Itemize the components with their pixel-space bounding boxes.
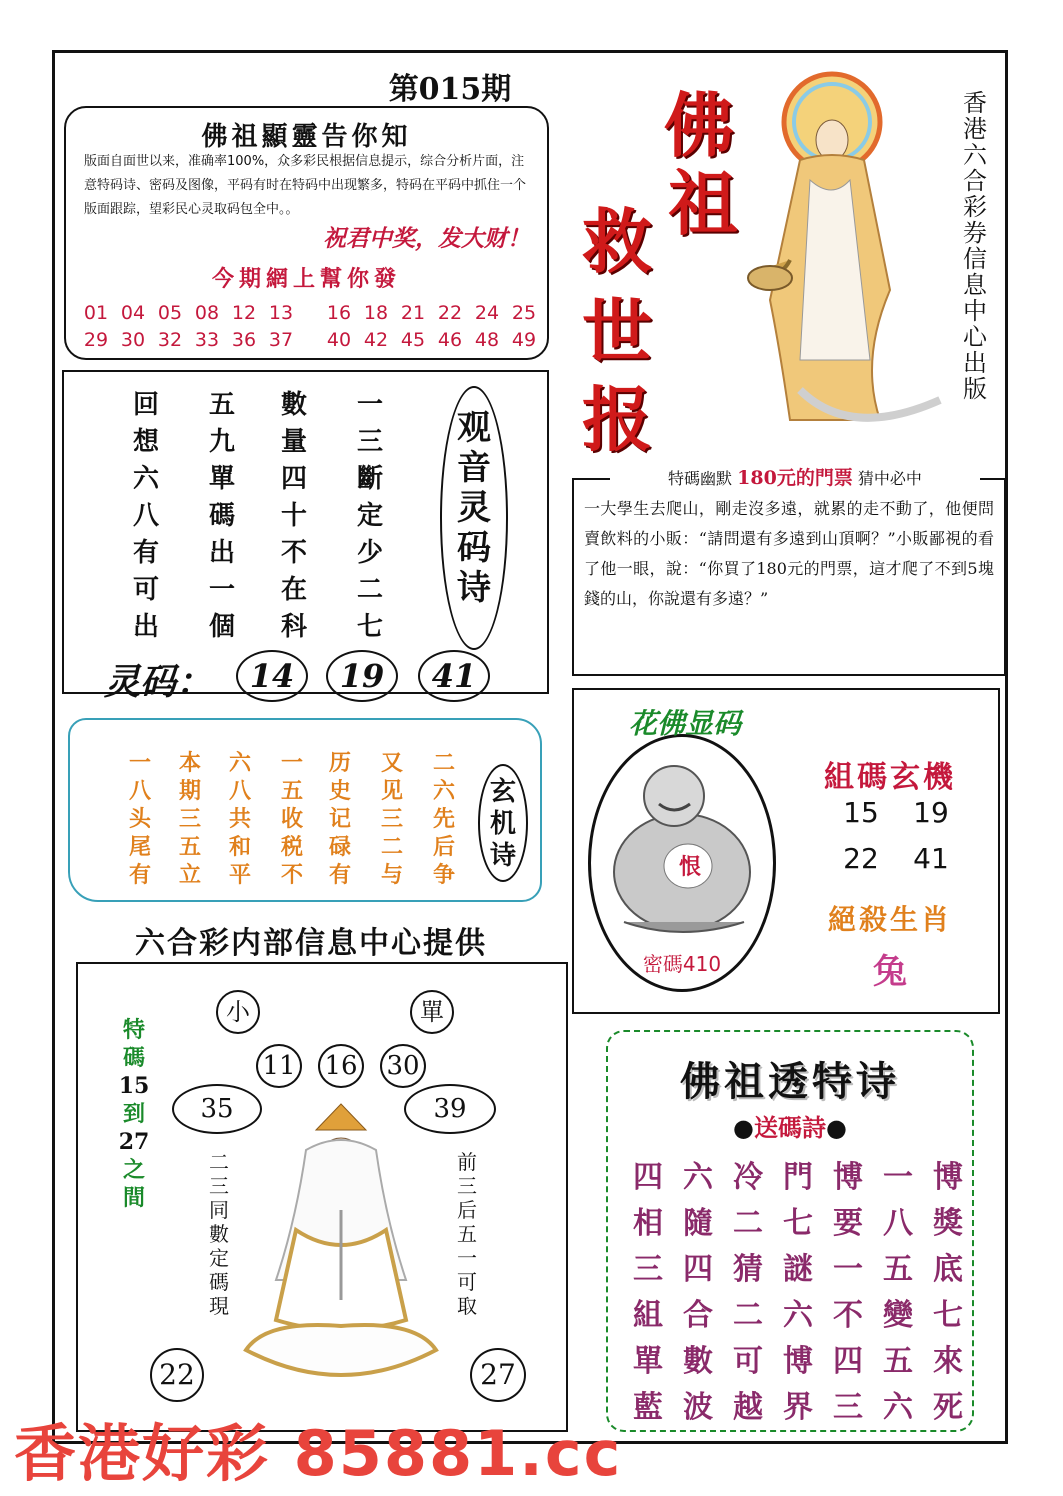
- notice-slogan: 祝君中奖，发大财！: [323, 225, 530, 252]
- notice-body: 版面自面世以来，准确率100%，众多彩民根据信息提示，综合分析片面，注意特码诗、密码及图像，平码有时在特码中出现繁多，特码在平码中抓住一个版面跟踪，望彩民心灵取码包全中。。: [84, 154, 527, 217]
- xuanji-char: 一: [280, 750, 303, 776]
- xuanji-char: 收: [280, 806, 303, 832]
- fotou-char: 越: [733, 1390, 763, 1425]
- poem-char: 一: [208, 575, 235, 605]
- lottery-number: 21: [400, 302, 426, 324]
- lottery-number: 04: [120, 302, 146, 324]
- masthead-char: 报: [582, 378, 652, 461]
- lottery-number: 45: [400, 329, 426, 351]
- caption-char: 前: [457, 1150, 477, 1174]
- poem-title-char: 观: [457, 408, 491, 448]
- fotou-char: 要: [833, 1206, 863, 1241]
- xuanji-char: 后: [432, 834, 455, 860]
- xuanji-title-char: 玄: [489, 777, 516, 807]
- fotou-char: 七: [783, 1206, 813, 1241]
- lottery-number: 49: [511, 329, 537, 351]
- poem-char: 少: [356, 538, 383, 568]
- joke-text: 一大學生去爬山，剛走沒多遠，就累的走不動了，他便問賣飲料的小販：“請問還有多遠到山頂啊？”小販鄙視的看了他一眼，說：“你買了180元的門票，這才爬了不到5塊錢的山，你說還有多遠？”: [584, 499, 994, 608]
- publisher-char: 合: [963, 167, 987, 195]
- lingma-label: 灵码：: [104, 661, 213, 703]
- xuanji-char: 期: [178, 778, 201, 804]
- caption-char: 數: [209, 1222, 229, 1246]
- xuanji-char: 和: [228, 834, 251, 860]
- publisher-char: 出: [963, 349, 987, 377]
- fotou-char: 六: [683, 1160, 713, 1195]
- fotou-char: 門: [783, 1160, 813, 1195]
- fotou-char: 猜: [733, 1252, 763, 1287]
- lottery-number: 22: [437, 302, 463, 324]
- xuanji-char: 一: [128, 750, 151, 776]
- fotou-char: 博: [783, 1344, 813, 1379]
- caption-char: 后: [457, 1198, 477, 1222]
- tema-range-text: [112, 1016, 156, 1212]
- publisher-char: 香: [963, 89, 987, 117]
- lottery-number: 25: [511, 302, 537, 324]
- lottery-number: 33: [194, 329, 220, 351]
- number-circle: 27: [470, 1348, 526, 1402]
- fotou-char: 來: [933, 1344, 963, 1379]
- xuanji-char: 二: [432, 750, 455, 776]
- xuanji-char: 先: [432, 806, 455, 832]
- issue-number: 第015期: [388, 72, 512, 107]
- caption-char: 碼: [209, 1270, 229, 1294]
- poem-char: 碼: [208, 501, 235, 531]
- fotou-char: 一: [833, 1252, 863, 1287]
- masthead-char: 祖: [668, 162, 738, 245]
- xuanji-char: 争: [432, 862, 455, 888]
- xuanji-title-char: 诗: [489, 841, 516, 871]
- zuma-number: 15: [843, 796, 879, 829]
- fotou-char: 博: [933, 1160, 963, 1195]
- poem-char: 一: [356, 390, 383, 420]
- bullet-icon: ●: [733, 1113, 754, 1142]
- lottery-number: 30: [120, 329, 146, 351]
- xuanji-char: 三: [178, 806, 201, 832]
- lingma-number: 19: [326, 650, 398, 702]
- caption-char: 定: [209, 1246, 229, 1270]
- lottery-number: 36: [231, 329, 257, 351]
- zuma-title: 組碼玄機: [824, 760, 956, 795]
- fotou-char: 組: [633, 1298, 663, 1333]
- lingma-number: 14: [236, 650, 308, 702]
- guanyin-standing-image: [740, 60, 950, 438]
- size-circle: 小: [216, 990, 260, 1034]
- fotou-char: 可: [733, 1344, 763, 1379]
- number-circle: 11: [256, 1044, 302, 1088]
- poem-title-char: 码: [457, 528, 491, 568]
- xuanji-char: 二: [380, 834, 403, 860]
- fotou-char: 四: [683, 1252, 713, 1287]
- tema-char: 間: [122, 1185, 145, 1211]
- number-circle: 30: [380, 1044, 426, 1088]
- poem-title-char: 灵: [457, 488, 491, 528]
- caption-char: 五: [457, 1222, 477, 1246]
- publisher-char: 版: [963, 375, 987, 403]
- xuanji-char: 本: [178, 750, 201, 776]
- laughing-buddha-image: [604, 752, 760, 940]
- poem-char: 回: [132, 390, 159, 420]
- masthead-char: 世: [582, 290, 652, 373]
- poem-char: 八: [132, 501, 159, 531]
- fotou-char: 六: [883, 1390, 913, 1425]
- fotou-char: 變: [883, 1298, 913, 1333]
- poem-char: 出: [208, 538, 235, 568]
- fotou-char: 六: [783, 1298, 813, 1333]
- poem-char: 六: [132, 464, 159, 494]
- poem-char: 在: [280, 575, 307, 605]
- poem-title-char: 音: [457, 448, 491, 488]
- fotou-subtitle-text: 送碼詩: [754, 1113, 826, 1142]
- poem-char: 斷: [356, 464, 383, 494]
- buddha-arc-title: 花佛显码: [628, 707, 741, 740]
- jisha-title: 絕殺生肖: [827, 903, 952, 936]
- fotou-char: 底: [933, 1252, 963, 1287]
- watermark: 香港好彩 85881.cc: [14, 1417, 623, 1490]
- lottery-number: 18: [363, 302, 389, 324]
- fotou-char: 藍: [633, 1390, 663, 1425]
- poem-title-char: 诗: [457, 568, 491, 608]
- poem-char: 十: [280, 501, 307, 531]
- caption-char: 三: [209, 1174, 229, 1198]
- fotou-subtitle: [606, 1108, 974, 1143]
- lottery-number: 29: [83, 329, 109, 351]
- caption-char: 二: [209, 1150, 229, 1174]
- fotou-char: 三: [633, 1252, 663, 1287]
- lottery-number: 42: [363, 329, 389, 351]
- fotou-char: 冷: [733, 1160, 763, 1195]
- fotou-char: 死: [933, 1390, 963, 1425]
- xuanji-char: 有: [328, 862, 351, 888]
- poem-char: 二: [356, 575, 383, 605]
- xuanji-char: 与: [380, 862, 403, 888]
- lottery-number: 12: [231, 302, 257, 324]
- xuanji-char: 记: [328, 806, 351, 832]
- notice-subtitle: 今期網上幫你發: [211, 266, 401, 292]
- fotou-char: 合: [683, 1298, 713, 1333]
- number-oval: 39: [404, 1084, 496, 1134]
- poem-title-text: [440, 408, 508, 608]
- fotou-char: 四: [833, 1344, 863, 1379]
- poem-char: 三: [356, 427, 383, 457]
- fotou-char: 謎: [783, 1252, 813, 1287]
- xuanji-char: 五: [280, 778, 303, 804]
- xuanji-char: 税: [280, 834, 303, 860]
- tema-char: 之: [122, 1157, 145, 1183]
- number-circle: 16: [318, 1044, 364, 1088]
- publisher-char: 券: [963, 219, 987, 247]
- poem-char: 想: [132, 427, 159, 457]
- lottery-number: 24: [474, 302, 500, 324]
- buddha-badge: 恨: [672, 850, 708, 886]
- publisher-char: 心: [963, 323, 987, 351]
- xuanji-char: 史: [328, 778, 351, 804]
- publisher-char: 息: [963, 271, 987, 299]
- guanyin-seated-image: [236, 1100, 446, 1400]
- bullet-icon: ●: [826, 1113, 847, 1142]
- fotou-char: 四: [633, 1160, 663, 1195]
- lottery-number: 16: [326, 302, 352, 324]
- number-circle: 22: [150, 1348, 204, 1402]
- caption-char: 取: [457, 1294, 477, 1318]
- poem-char: 七: [356, 612, 383, 642]
- xuanji-char: 碌: [328, 834, 351, 860]
- left-caption: [204, 1150, 234, 1318]
- number-oval: 35: [172, 1084, 262, 1134]
- lottery-number: 40: [326, 329, 352, 351]
- fotou-char: 界: [783, 1390, 813, 1425]
- xuanji-char: 尾: [128, 834, 151, 860]
- number-row-1: [78, 302, 538, 328]
- joke-heading-post: 猜中必中: [857, 469, 922, 488]
- poem-char: 有: [132, 538, 159, 568]
- lottery-number: 05: [157, 302, 183, 324]
- poem-char: 四: [280, 464, 307, 494]
- parity-circle: 單: [410, 990, 454, 1034]
- xuanji-char: 立: [178, 862, 201, 888]
- lingma-number: 41: [418, 650, 490, 702]
- publisher-char: 彩: [963, 193, 987, 221]
- poem-char: 數: [280, 390, 307, 420]
- publisher-vertical-text: [958, 90, 992, 402]
- xuanji-char: 共: [228, 806, 251, 832]
- fotou-title: 佛祖透特诗: [680, 1058, 900, 1105]
- poem-char: 九: [208, 427, 235, 457]
- xuanji-char: 八: [128, 778, 151, 804]
- fotou-char: 七: [933, 1298, 963, 1333]
- xuanji-char: 有: [128, 862, 151, 888]
- poem-char: 量: [280, 427, 307, 457]
- poem-char: 可: [132, 575, 159, 605]
- joke-heading-highlight: 180元的門票: [737, 467, 853, 489]
- fotou-char: 相: [633, 1206, 663, 1241]
- publisher-char: 六: [963, 141, 987, 169]
- xuanji-char: 平: [228, 862, 251, 888]
- xuanji-title-text: [478, 776, 528, 872]
- jisha-zodiac: 兔: [873, 952, 907, 992]
- lottery-number: 32: [157, 329, 183, 351]
- fotou-char: 八: [883, 1206, 913, 1241]
- poem-char: 五: [208, 390, 235, 420]
- publisher-char: 港: [963, 115, 987, 143]
- xuanji-char: 六: [432, 778, 455, 804]
- mima-text: 密碼410: [642, 952, 722, 976]
- xuanji-char: 五: [178, 834, 201, 860]
- provider-text: 六合彩内部信息中心提供: [135, 926, 487, 961]
- lottery-number: 08: [194, 302, 220, 324]
- poem-char: 出: [132, 612, 159, 642]
- fotou-char: 波: [683, 1390, 713, 1425]
- caption-char: 三: [457, 1174, 477, 1198]
- caption-char: 可: [457, 1270, 477, 1294]
- fotou-char: 五: [883, 1252, 913, 1287]
- notice-title: 佛祖顯靈告你知: [201, 122, 412, 152]
- masthead-char: 佛: [664, 84, 734, 167]
- tema-char: 27: [118, 1129, 150, 1155]
- fotou-char: 獎: [933, 1206, 963, 1241]
- right-caption: [452, 1150, 482, 1318]
- tema-char: 特: [122, 1017, 145, 1043]
- poem-char: 個: [208, 612, 235, 642]
- caption-char: 現: [209, 1294, 229, 1318]
- xuanji-title-char: 机: [489, 809, 516, 839]
- xuanji-char: 历: [328, 750, 351, 776]
- zuma-number: 41: [913, 842, 949, 875]
- lottery-number: 46: [437, 329, 463, 351]
- joke-heading-pre: 特碼幽默: [668, 469, 733, 488]
- caption-char: 一: [457, 1246, 477, 1270]
- fotou-char: 五: [883, 1344, 913, 1379]
- xuanji-char: 六: [228, 750, 251, 776]
- xuanji-char: 八: [228, 778, 251, 804]
- fotou-char: 博: [833, 1160, 863, 1195]
- fotou-char: 三: [833, 1390, 863, 1425]
- fotou-char: 單: [633, 1344, 663, 1379]
- lottery-number: 37: [268, 329, 294, 351]
- publisher-char: 信: [963, 245, 987, 273]
- tema-char: 到: [122, 1101, 145, 1127]
- zuma-number: 19: [913, 796, 949, 829]
- zuma-number: 22: [843, 842, 879, 875]
- tema-char: 碼: [122, 1045, 145, 1071]
- lottery-number: 13: [268, 302, 294, 324]
- fotou-char: 不: [833, 1298, 863, 1333]
- poem-char: 不: [280, 538, 307, 568]
- poem-char: 單: [208, 464, 235, 494]
- xuanji-char: 不: [280, 862, 303, 888]
- fotou-char: 數: [683, 1344, 713, 1379]
- caption-char: 同: [209, 1198, 229, 1222]
- fotou-char: 二: [733, 1298, 763, 1333]
- fotou-char: 隨: [683, 1206, 713, 1241]
- poem-char: 科: [280, 612, 307, 642]
- tema-char: 15: [118, 1073, 150, 1099]
- poem-char: 定: [356, 501, 383, 531]
- xuanji-char: 见: [380, 778, 403, 804]
- xuanji-char: 头: [128, 806, 151, 832]
- xuanji-char: 三: [380, 806, 403, 832]
- lottery-number: 48: [474, 329, 500, 351]
- masthead-char: 救: [582, 200, 652, 283]
- xuanji-char: 又: [380, 750, 403, 776]
- lottery-number: 01: [83, 302, 109, 324]
- joke-heading: [610, 464, 980, 492]
- fotou-char: 一: [883, 1160, 913, 1195]
- fotou-char: 二: [733, 1206, 763, 1241]
- number-row-2: [78, 329, 538, 355]
- publisher-char: 中: [963, 297, 987, 325]
